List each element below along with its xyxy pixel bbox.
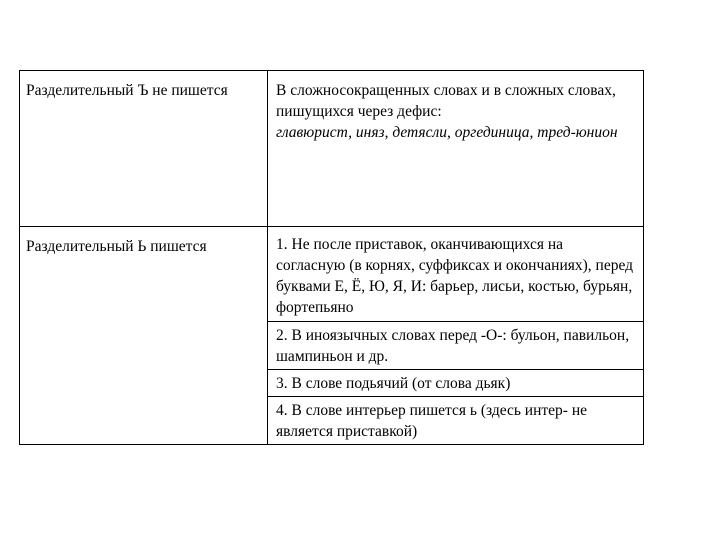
rule-item-3: 3. В слове подьячий (от слова дьяк) (268, 370, 643, 397)
rules-table (19, 70, 644, 445)
rule-item-4: 4. В слове интерьер пишется ь (здесь интер- не является приставкой) (276, 402, 588, 440)
rule-text: В сложносокращенных словах и в сложных словах, пишущихся через дефис: (276, 82, 616, 120)
rule-description-hard-sign (268, 71, 644, 227)
table-row (20, 227, 644, 445)
rule-examples: главюрист, иняз, детясли, оргединица, тред-юнион (276, 124, 618, 141)
rule-item-1: 1. Не после приставок, оканчивающихся на согласную (в корнях, суффиксах и окончаниях), перед буквами Е, Ё, Ю, Я, И: барьер, лисьи, костью, бурьян, фортепьяно (268, 227, 643, 322)
rule-title-hard-sign: Разделительный Ъ не пишется (20, 71, 268, 227)
rule-title-soft-sign: Разделительный Ь пишется (20, 227, 268, 445)
table-row (20, 71, 644, 227)
rule-item-2: 2. В иноязычных словах перед -О-: бульон, павильон, шампиньон и др. (268, 322, 643, 370)
rule-description-soft-sign (268, 227, 644, 445)
